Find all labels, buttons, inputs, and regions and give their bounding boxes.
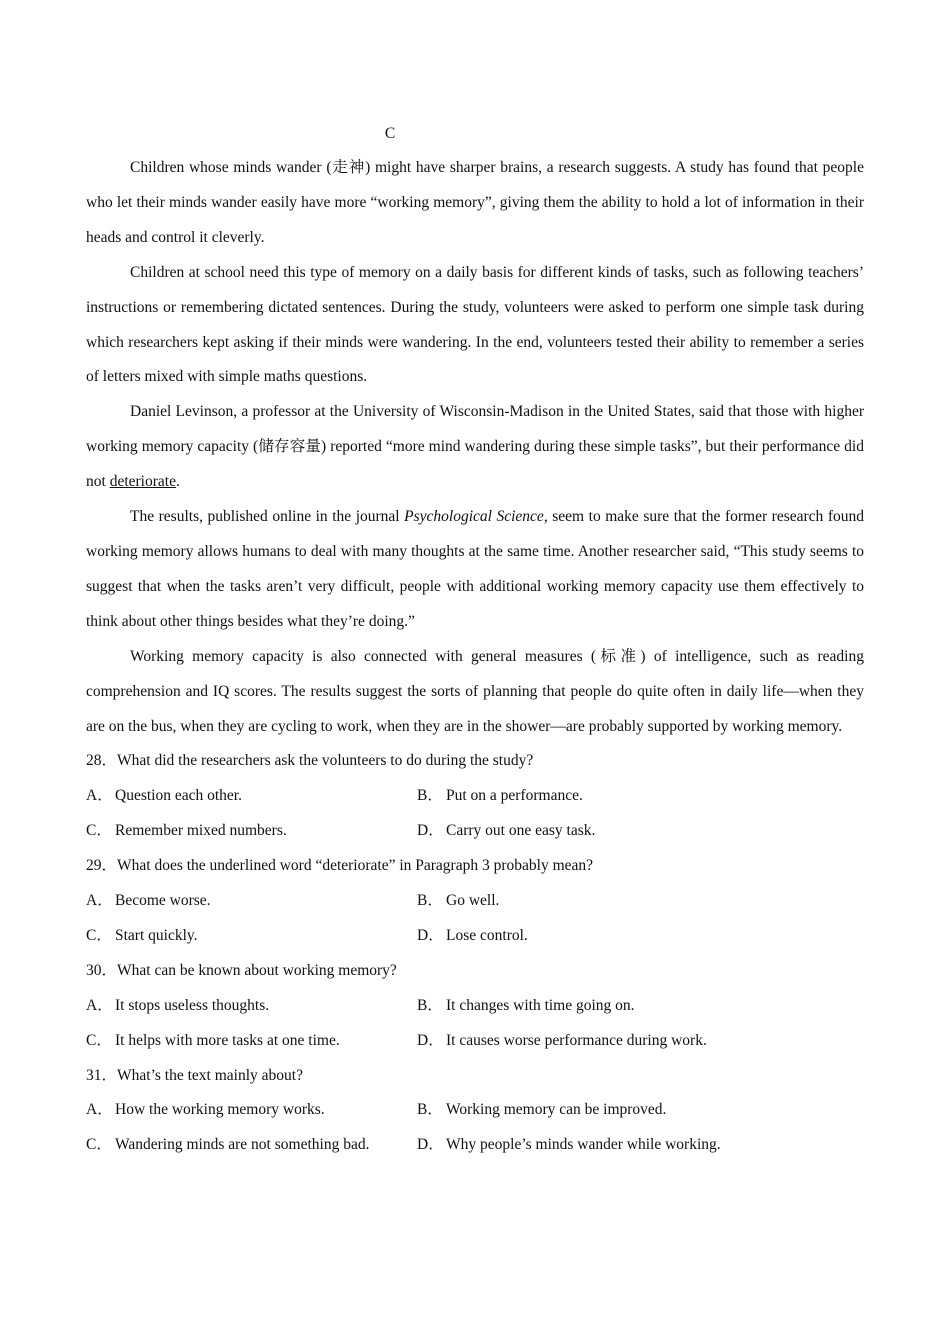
option-label: D． [417, 1031, 444, 1049]
paragraph-4-rest: , seem to make sure that the former research found working memory allows humans to deal with many thoughts at the same time. Another researcher said, “This study seems to suggest that when the tasks aren’t very difficult, people with additional working memory capacity use them effectively to think about other things besides what they’re doing.” [86, 508, 864, 630]
question-text: What does the underlined word “deteriorate” in Paragraph 3 probably mean? [117, 857, 594, 875]
option-label: B． [417, 996, 443, 1014]
option-text: Question each other. [115, 787, 242, 805]
option-label: C． [86, 822, 112, 840]
option-c[interactable] [86, 814, 417, 849]
question-number: 28． [86, 752, 118, 770]
question-28 [86, 744, 864, 849]
option-text: Why people’s minds wander while working. [446, 1136, 721, 1154]
question-stem [86, 849, 864, 884]
options-row [86, 779, 864, 814]
question-number: 31． [86, 1066, 118, 1084]
passage-paragraph-3 [86, 395, 864, 500]
option-label: A． [86, 787, 113, 805]
option-c[interactable] [86, 1128, 417, 1163]
option-text: It changes with time going on. [446, 996, 635, 1014]
passage-paragraph-4 [86, 500, 864, 640]
options-row [86, 1093, 864, 1128]
option-c[interactable] [86, 919, 417, 954]
options-row [86, 919, 864, 954]
passage-paragraph-2: Children at school need this type of memory on a daily basis for different kinds of tasks, such as following teachers’ instructions or remembering dictated sentences. During the study, volunteers were asked to perform one simple task during which researchers kept asking if their minds were wandering. In the end, volunteers tested their ability to remember a series of letters mixed with simple maths questions. [86, 263, 864, 386]
option-label: D． [417, 822, 444, 840]
option-label: D． [417, 1136, 444, 1154]
section-heading: C [384, 125, 396, 142]
question-stem [86, 744, 864, 779]
option-a[interactable] [86, 1093, 417, 1128]
option-d[interactable] [417, 1128, 721, 1163]
option-b[interactable] [417, 779, 583, 814]
option-text: Lose control. [446, 926, 528, 944]
option-text: Become worse. [115, 892, 211, 910]
option-text: It helps with more tasks at one time. [115, 1031, 340, 1049]
option-label: C． [86, 926, 112, 944]
question-text: What’s the text mainly about? [117, 1066, 303, 1084]
option-b[interactable] [417, 989, 635, 1024]
option-label: A． [86, 892, 113, 910]
option-label: B． [417, 787, 443, 805]
option-text: Start quickly. [115, 926, 198, 944]
options-row [86, 884, 864, 919]
option-b[interactable] [417, 884, 499, 919]
option-label: A． [86, 1101, 113, 1119]
options-row [86, 1128, 864, 1163]
passage-paragraph-5: Working memory capacity is also connected with general measures (标准) of intelligence, such as reading comprehension and IQ scores. The results suggest the sorts of planning that people do quite often in daily life—when they are on the bus, when they are cycling to work, when they are in the shower—are probably supported by working memory. [86, 647, 864, 735]
option-text: Wandering minds are not something bad. [115, 1136, 370, 1154]
question-stem [86, 1059, 864, 1094]
underlined-word: deteriorate [109, 473, 176, 491]
option-text: Working memory can be improved. [446, 1101, 667, 1119]
journal-name: Psychological Science [404, 508, 544, 526]
option-label: A． [86, 996, 113, 1014]
option-label: C． [86, 1031, 112, 1049]
question-text: What did the researchers ask the volunteers to do during the study? [117, 752, 534, 770]
option-text: It stops useless thoughts. [115, 996, 270, 1014]
option-text: Remember mixed numbers. [115, 822, 287, 840]
option-label: C． [86, 1136, 112, 1154]
passage-paragraph-1: Children whose minds wander (走神) might have sharper brains, a research suggests. A study has found that people who let their minds wander easily have more “working memory”, giving them the ability to hold a lot of information in their heads and control it cleverly. [86, 159, 864, 246]
question-30 [86, 954, 864, 1059]
paragraph-4-text: The results, published online in the journal [130, 508, 405, 526]
question-stem [86, 954, 864, 989]
option-text: How the working memory works. [115, 1101, 325, 1119]
option-a[interactable] [86, 779, 417, 814]
option-text: Put on a performance. [446, 787, 583, 805]
option-d[interactable] [417, 919, 528, 954]
exam-page [86, 116, 864, 1163]
question-text: What can be known about working memory? [117, 961, 397, 979]
option-d[interactable] [417, 814, 595, 849]
option-text: Go well. [446, 892, 500, 910]
options-row [86, 814, 864, 849]
option-label: B． [417, 1101, 443, 1119]
paragraph-3-text: Daniel Levinson, a professor at the University of Wisconsin-Madison in the United States, said that those with higher working memory capacity (储存容量) reported “more mind wandering during these simple tasks”, but their performance did not [86, 403, 864, 491]
option-b[interactable] [417, 1093, 666, 1128]
option-text: It causes worse performance during work. [446, 1031, 707, 1049]
paragraph-3-end: . [175, 473, 180, 491]
option-a[interactable] [86, 884, 417, 919]
options-row [86, 989, 864, 1024]
question-31 [86, 1059, 864, 1164]
question-29 [86, 849, 864, 954]
option-label: B． [417, 892, 443, 910]
option-a[interactable] [86, 989, 417, 1024]
option-label: D． [417, 926, 444, 944]
option-text: Carry out one easy task. [446, 822, 596, 840]
question-number: 29． [86, 857, 118, 875]
question-number: 30． [86, 961, 118, 979]
option-c[interactable] [86, 1024, 417, 1059]
options-row [86, 1024, 864, 1059]
option-d[interactable] [417, 1024, 707, 1059]
